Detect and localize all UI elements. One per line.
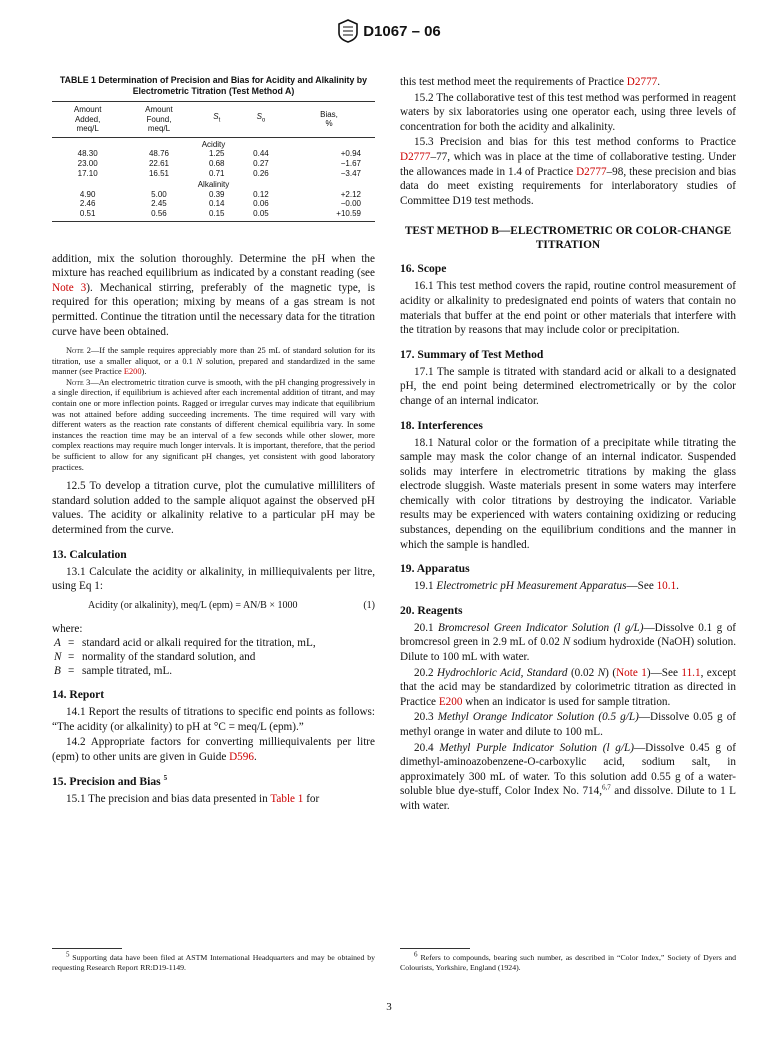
paragraph-17-1: 17.1 The sample is titrated with standard acid or alkali to a designated pH, the end point being determined electrometrically or by the color change of an internal indicator. bbox=[400, 365, 736, 407]
definition-item bbox=[52, 650, 375, 664]
table-row bbox=[52, 159, 375, 169]
paragraph-19-1: 19.1 Electrometric pH Measurement Apparatus—See 10.1. bbox=[414, 580, 679, 593]
table-row bbox=[52, 209, 375, 221]
col-amount-found: Amount Found, meq/L bbox=[123, 102, 194, 138]
paragraph-14-1: 14.1 Report the results of titrations to specific end points as follows: “The acidity (or alkalinity) to pH at °C = meq/L (epm).” bbox=[52, 706, 375, 733]
e200-link-2[interactable]: E200 bbox=[438, 695, 463, 708]
definition-text: standard acid or alkali required for the titration, mL, bbox=[82, 637, 316, 650]
paragraph-20-2: 20.2 Hydrochloric Acid, Standard (0.02 N) (Note 1)—See 11.1, except that the acid may be standardized by colorimetric titration as directed in Practice E200 when an indicator is used for sample titration. bbox=[400, 666, 736, 708]
paragraph-20-4: 20.4 Methyl Purple Indicator Solution (l g/L)—Dissolve 0.45 g of dimethyl-aminoazobenzene-O-carboxylic acid, sodium salt, in approximately 300 mL of water. To this solution add 0.55 g of a water-soluble blue dye-stuff, Color Index No. 714,$^{6,7}$ and dissolve. Dilute to 1 L with water. bbox=[400, 741, 737, 812]
table-cell: 0.05 bbox=[239, 209, 283, 221]
section-heading-14: 14. Report bbox=[52, 688, 105, 702]
table-cell: 4.90 bbox=[79, 189, 96, 199]
paragraph-14-2: 14.2 Appropriate factors for converting milliequivalents per litre (epm) to other units are given in Guide D596. bbox=[52, 736, 375, 763]
table-cell: 5.00 bbox=[151, 189, 167, 199]
table-cell: 0.56 bbox=[123, 209, 194, 221]
where-label: where: bbox=[52, 622, 83, 635]
table-section-label-row bbox=[52, 137, 375, 149]
table-cell: 0.15 bbox=[195, 209, 239, 221]
table-cell: −3.47 bbox=[340, 168, 361, 178]
table-1-link[interactable]: Table 1 bbox=[270, 792, 304, 805]
col-st: $S_t$ bbox=[195, 102, 239, 138]
table-cell: 48.30 bbox=[77, 149, 98, 159]
col-so: $S_o$ bbox=[239, 102, 283, 138]
table-cell: 2.45 bbox=[151, 199, 167, 209]
paragraph-15-1-cont: this test method meet the requirements of Practice D2777. bbox=[400, 76, 661, 88]
footnote-6: 6 Refers to compounds, bearing such number, as described in “Color Index,” Society of Dyers and Colourists, Yorkshire, England (1924). bbox=[400, 950, 736, 972]
table-cell: 16.51 bbox=[148, 168, 169, 178]
d596-link[interactable]: D596 bbox=[229, 750, 254, 763]
definition-equals: = bbox=[68, 665, 75, 678]
section-heading-17: 17. Summary of Test Method bbox=[400, 347, 544, 361]
document-designation: D1067 – 06 bbox=[363, 22, 441, 40]
table-cell: 0.39 bbox=[208, 189, 225, 199]
table-caption: TABLE 1 Determination of Precision and Bias for Acidity and Alkalinity by Electrometric Titration (Test Method A) bbox=[59, 75, 368, 96]
definition-item bbox=[52, 636, 375, 650]
paragraph-20-3: 20.3 Methyl Orange Indicator Solution (0.5 g/L)—Dissolve 0.05 g of methyl orange in water and dilute to 100 mL. bbox=[400, 711, 737, 738]
table-cell: 0.12 bbox=[253, 189, 269, 199]
note-1-link[interactable]: Note 1 bbox=[616, 666, 647, 679]
table-cell: 1.25 bbox=[208, 149, 225, 159]
table-cell: 0.26 bbox=[253, 168, 269, 178]
table-cell: +2.12 bbox=[340, 189, 361, 199]
note-3: Note 3—An electrometric titration curve is smooth, with the pH changing progressively in a single direction, if equilibrium is achieved after each incremental addition of titrant, and may contain one or more inflection points. Ragged or irregular curves may indicate that equilibrium was not attained before adding succeeding increments. The time required will vary with different waters as the reaction rate constants of different chemical equilibria vary. In some instances the reaction time may be an interval of a few seconds while other slower, more complex reactions may require much longer intervals. It is important, therefore, that the period be sufficient to allow for any significant pH changes, yet consistent with good laboratory practices. bbox=[52, 377, 376, 472]
definition-symbol: N bbox=[54, 651, 62, 664]
section-heading-19: 19. Apparatus bbox=[400, 562, 470, 576]
footnote-left bbox=[52, 948, 375, 973]
astm-logo-icon bbox=[337, 19, 359, 43]
left-column bbox=[52, 75, 375, 807]
table-cell: −0.00 bbox=[340, 199, 361, 209]
table-cell: −1.67 bbox=[340, 158, 361, 168]
equation-number: (1) bbox=[363, 599, 375, 611]
section-heading-16: 16. Scope bbox=[400, 262, 447, 276]
table-cell: 22.61 bbox=[148, 158, 169, 168]
equation-1 bbox=[52, 600, 375, 614]
table-section-label-row bbox=[52, 178, 375, 190]
e200-link[interactable]: E200 bbox=[123, 367, 142, 377]
table-row bbox=[52, 149, 375, 159]
table-section-label: Acidity bbox=[201, 139, 226, 149]
section-heading-15: 15. Precision and Bias $^5$ bbox=[52, 773, 168, 788]
paragraph-16-1: 16.1 This test method covers the rapid, routine control measurement of acidity or alkalinity to predesignated end points of waters that contain no materials that buffer at the end point or other materials that interfere with the titration by reasons that may include color or precipitation. bbox=[400, 280, 736, 337]
table-cell: 2.46 bbox=[79, 199, 96, 209]
table-row bbox=[52, 190, 375, 200]
d2777-link-3[interactable]: D2777 bbox=[576, 165, 607, 178]
definition-item bbox=[52, 664, 375, 678]
section-heading-20: 20. Reagents bbox=[400, 603, 463, 617]
definition-text: sample titrated, mL. bbox=[82, 665, 173, 678]
table-cell: 17.10 bbox=[77, 168, 98, 178]
table-header-row bbox=[52, 102, 375, 138]
table-cell: 0.06 bbox=[253, 199, 269, 209]
table-cell: 0.14 bbox=[208, 199, 225, 209]
paragraph-13-1: 13.1 Calculate the acidity or alkalinity, in milliequivalents per litre, using Eq 1: bbox=[52, 565, 375, 593]
note-3-link[interactable]: Note 3 bbox=[52, 281, 87, 294]
equation-text: Acidity (or alkalinity), meq/L (epm) = AN/B × 1000 bbox=[88, 599, 298, 611]
paragraph-15-3: 15.3 Precision and bias for this test method conforms to Practice D2777–77, which was in place at the time of collaborative testing. Under the allowances made in 1.4 of Practice D2777–98, these precision and bias data do meet existing requirements for interlaboratory studies of Committee D19 test methods. bbox=[400, 136, 736, 207]
paragraph-18-1: 18.1 Natural color or the formation of a precipitate while titrating the sample may mask the color change of an internal indicator. Suspended solids may interfere in electrometric titrations by making the glass electrode sluggish. Waste materials present in some waters may interfere chemically with color titrations by destroying the indicator. Variable results may be experienced with waters containing oxidizing or reducing substances, depending on the equilibrium conditions and the manner in which the sample is handled. bbox=[400, 436, 736, 551]
col-amount-added: Amount Added, meq/L bbox=[52, 102, 123, 138]
table-row bbox=[52, 199, 375, 209]
definition-text: normality of the standard solution, and bbox=[82, 651, 256, 664]
right-column bbox=[400, 75, 736, 815]
definition-equals: = bbox=[68, 651, 75, 664]
note-2: Note 2—If the sample requires appreciably more than 25 mL of standard solution for its titration, use a smaller aliquot, or a 0.1 N solution, prepared and standardized in the same manner (see Practice E200). bbox=[52, 346, 375, 377]
col-bias: Bias, % bbox=[283, 102, 375, 138]
method-b-heading: TEST METHOD B—ELECTROMETRIC OR COLOR-CHANGE TITRATION bbox=[404, 225, 732, 252]
definition-equals: = bbox=[68, 637, 75, 650]
section-11-1-link[interactable]: 11.1 bbox=[681, 666, 701, 679]
paragraph-20-1: 20.1 Bromcresol Green Indicator Solution (l g/L)—Dissolve 0.1 g of bromcresol green in 2.9 mL of 0.02 N sodium hydroxide (NaOH) solution. Dilute to 100 mL with water. bbox=[400, 621, 737, 664]
table-section-label: Alkalinity bbox=[197, 180, 230, 190]
section-10-1-link[interactable]: 10.1 bbox=[656, 580, 677, 593]
table-cell: 48.76 bbox=[148, 149, 169, 159]
footnote-ref-5[interactable]: 5 bbox=[163, 773, 168, 782]
precision-bias-table bbox=[52, 101, 375, 222]
footnote-divider bbox=[52, 948, 122, 949]
paragraph-12-5: 12.5 To develop a titration curve, plot the cumulative milliliters of standard solution added to the sample aliquot against the observed pH values. The acidity or alkalinity relative to a particular pH may be determined from the curve. bbox=[52, 480, 375, 536]
table-cell: 0.68 bbox=[208, 158, 225, 168]
definition-symbol: B bbox=[54, 665, 61, 678]
footnote-5: 5 Supporting data have been filed at ASTM International Headquarters and may be obtained by requesting Research Report RR:D19-1149. bbox=[52, 950, 375, 972]
table-cell: 23.00 bbox=[77, 158, 98, 168]
table-row bbox=[52, 169, 375, 179]
table-cell: +0.94 bbox=[340, 149, 361, 159]
paragraph-12-4-cont: addition, mix the solution thoroughly. Determine the pH when the mixture has reached equilibrium as indicated by a constant reading (see Note 3). Mechanical stirring, preferably of the magnetic type, is required for this operation; mixing by means of a gas stream is not permitted. Continue the titration until the necessary data for the titration curve have been obtained. bbox=[52, 252, 375, 338]
table-cell: 0.27 bbox=[253, 158, 269, 168]
paragraph-15-2: 15.2 The collaborative test of this test method was performed in reagent waters by six laboratories using one operator each, using three levels of concentration for both the acidity and alkalinity. bbox=[400, 91, 736, 133]
table-cell: +10.59 bbox=[283, 209, 375, 221]
definition-list bbox=[52, 636, 375, 678]
table-cell: 0.71 bbox=[208, 168, 225, 178]
footnote-right bbox=[400, 948, 736, 973]
page-number: 3 bbox=[386, 1001, 392, 1013]
page-header bbox=[0, 19, 778, 43]
table-cell: 0.51 bbox=[52, 209, 123, 221]
section-heading-18: 18. Interferences bbox=[400, 418, 483, 432]
section-heading-13: 13. Calculation bbox=[52, 547, 127, 561]
d2777-link-2[interactable]: D2777 bbox=[400, 150, 431, 163]
paragraph-15-1: 15.1 The precision and bias data presented in Table 1 for bbox=[66, 792, 320, 805]
d2777-link[interactable]: D2777 bbox=[626, 76, 658, 88]
definition-symbol: A bbox=[54, 637, 61, 650]
footnote-divider bbox=[400, 948, 470, 949]
footnote-ref-6-7[interactable]: 6,7 bbox=[602, 783, 611, 792]
table-cell: 0.44 bbox=[253, 149, 269, 159]
